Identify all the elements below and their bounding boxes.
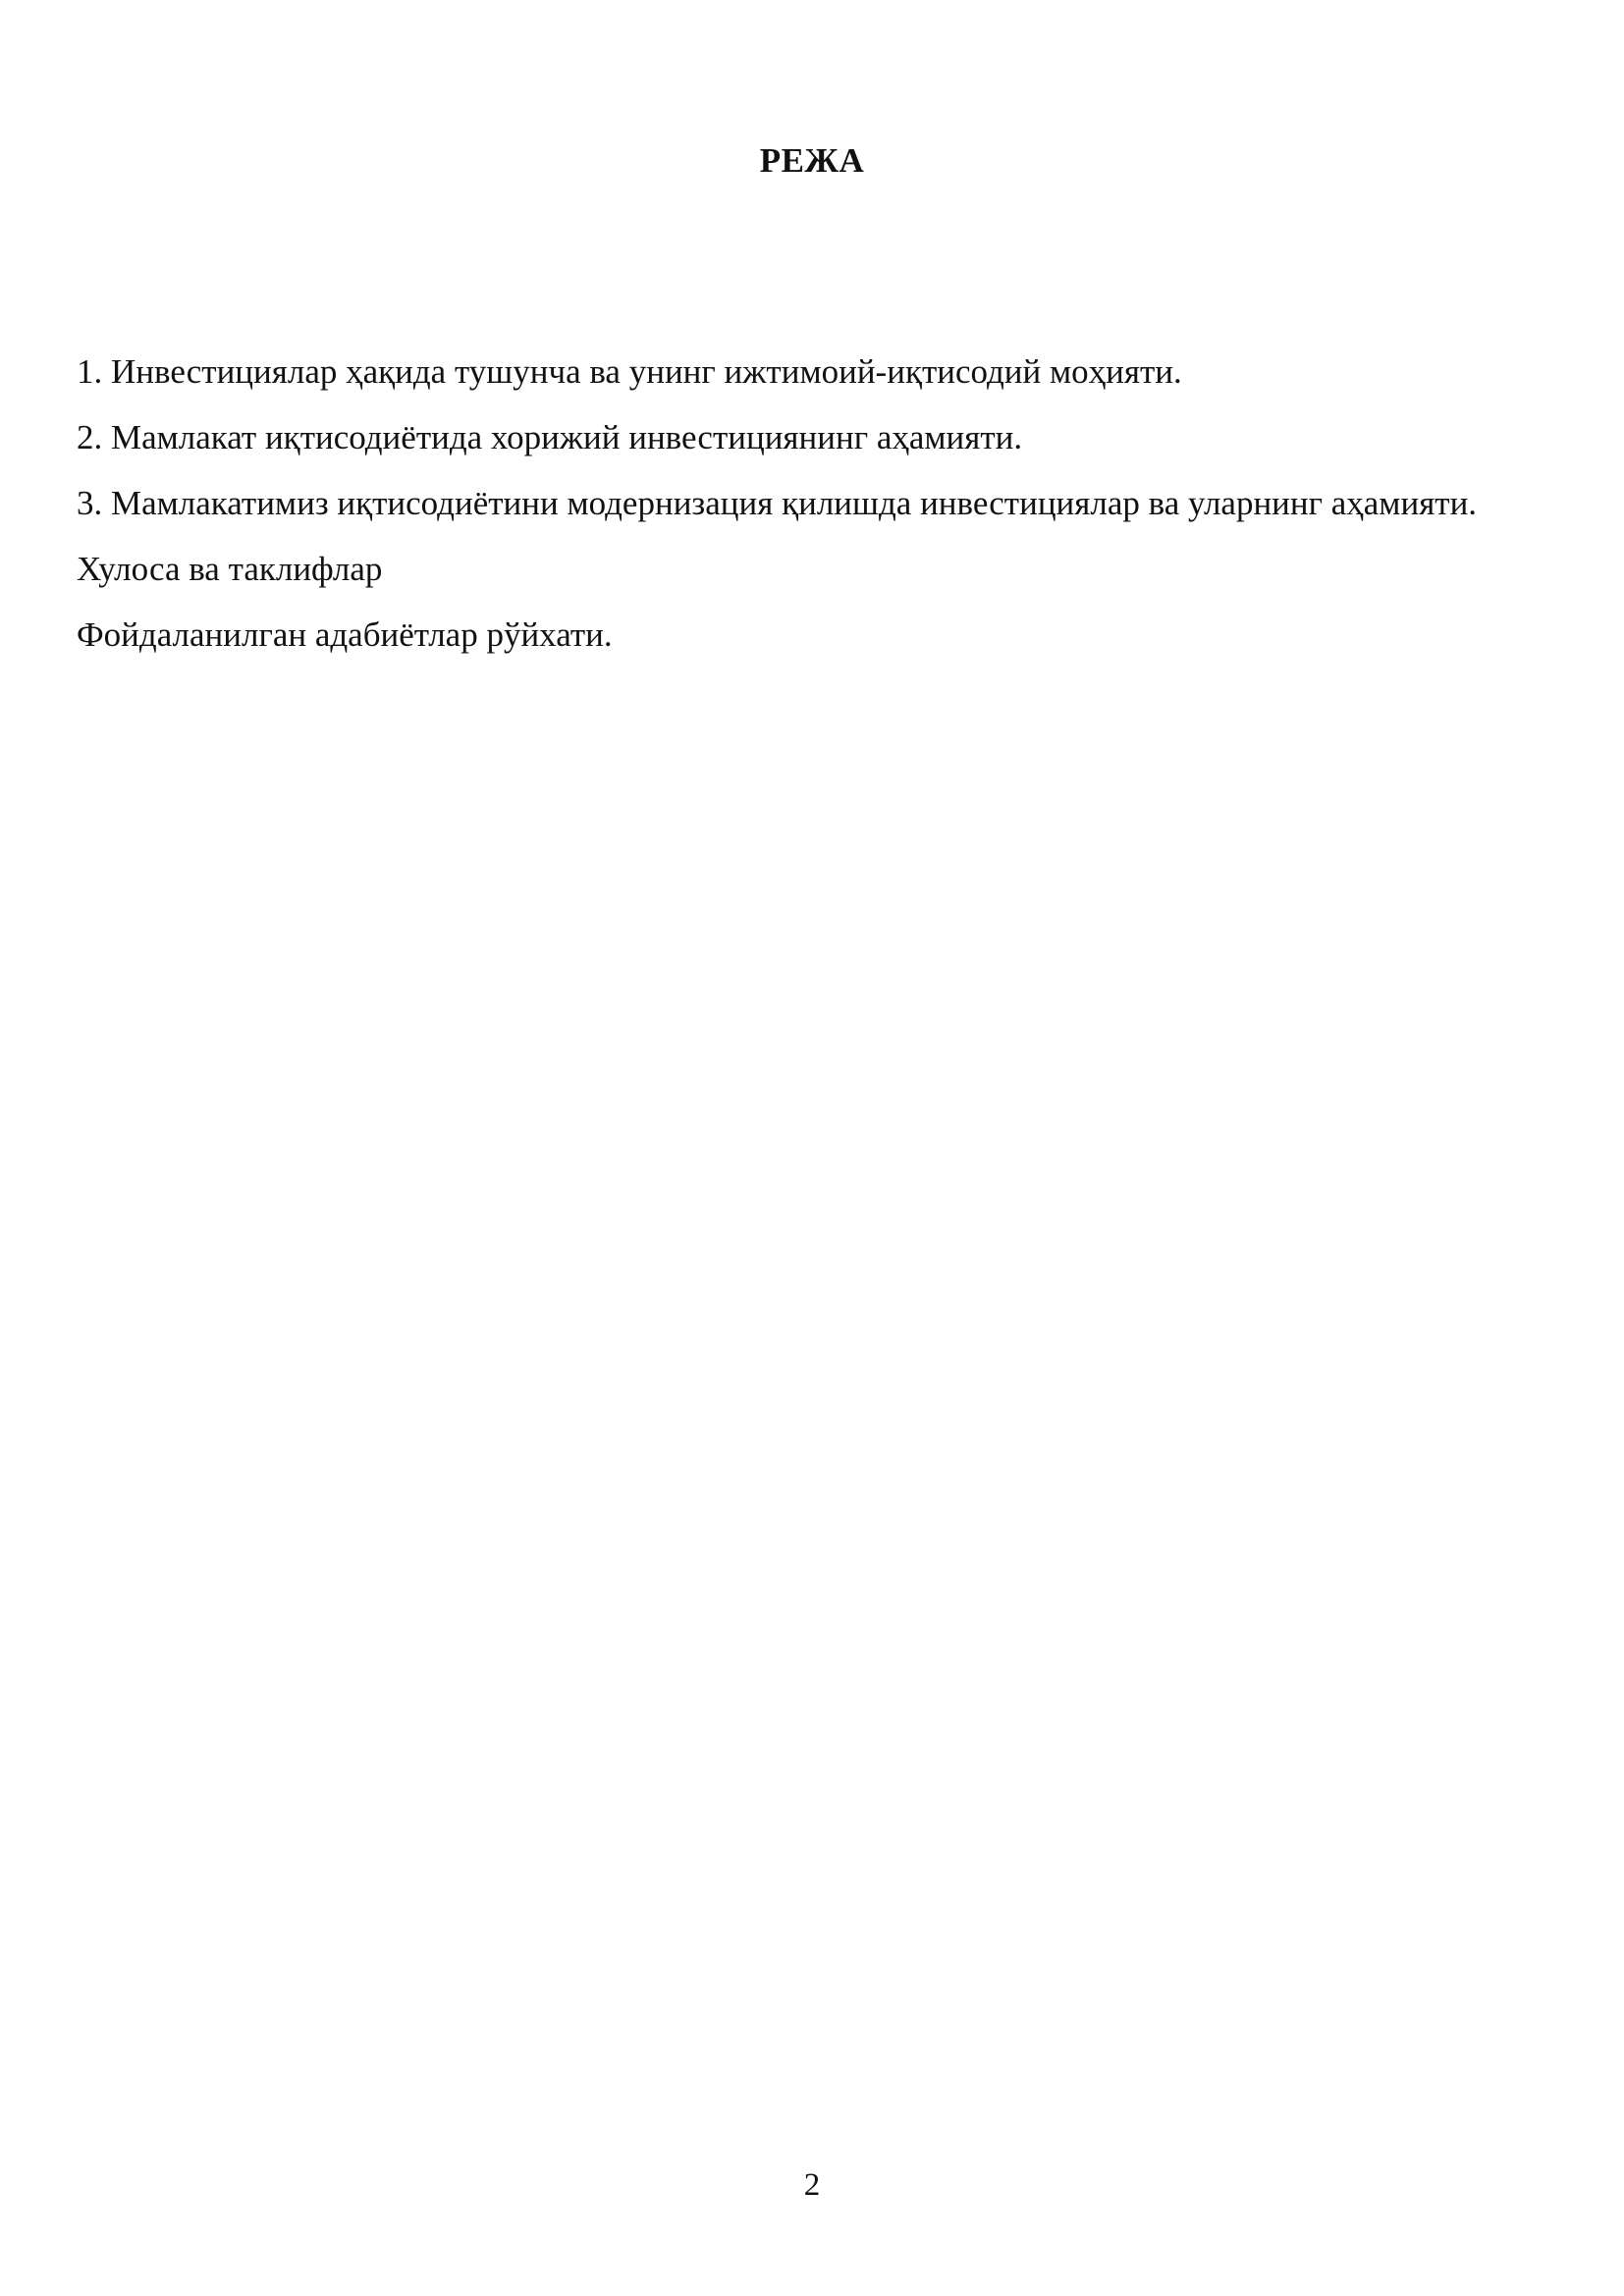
plan-item-2: 2. Мамлакат иқтисодиётида хорижий инвестициянинг аҳамияти. [77, 418, 1023, 456]
plan-item-3: 3. Мамлакатимиз иқтисодиётини модернизация қилишда инвестициялар ва уларнинг аҳамияти. [77, 484, 1478, 522]
plan-item-conclusion: Хулоса ва таклифлар [77, 550, 383, 588]
plan-item-references: Фойдаланилган адабиётлар рўйхати. [77, 615, 613, 654]
page-number: 2 [803, 2167, 821, 2203]
plan-list [77, 339, 1547, 667]
plan-item-1: 1. Инвестициялар ҳақида тушунча ва унинг ижтимоий-иқтисодий моҳияти. [77, 352, 1182, 391]
page-title: РЕЖА [759, 141, 865, 180]
